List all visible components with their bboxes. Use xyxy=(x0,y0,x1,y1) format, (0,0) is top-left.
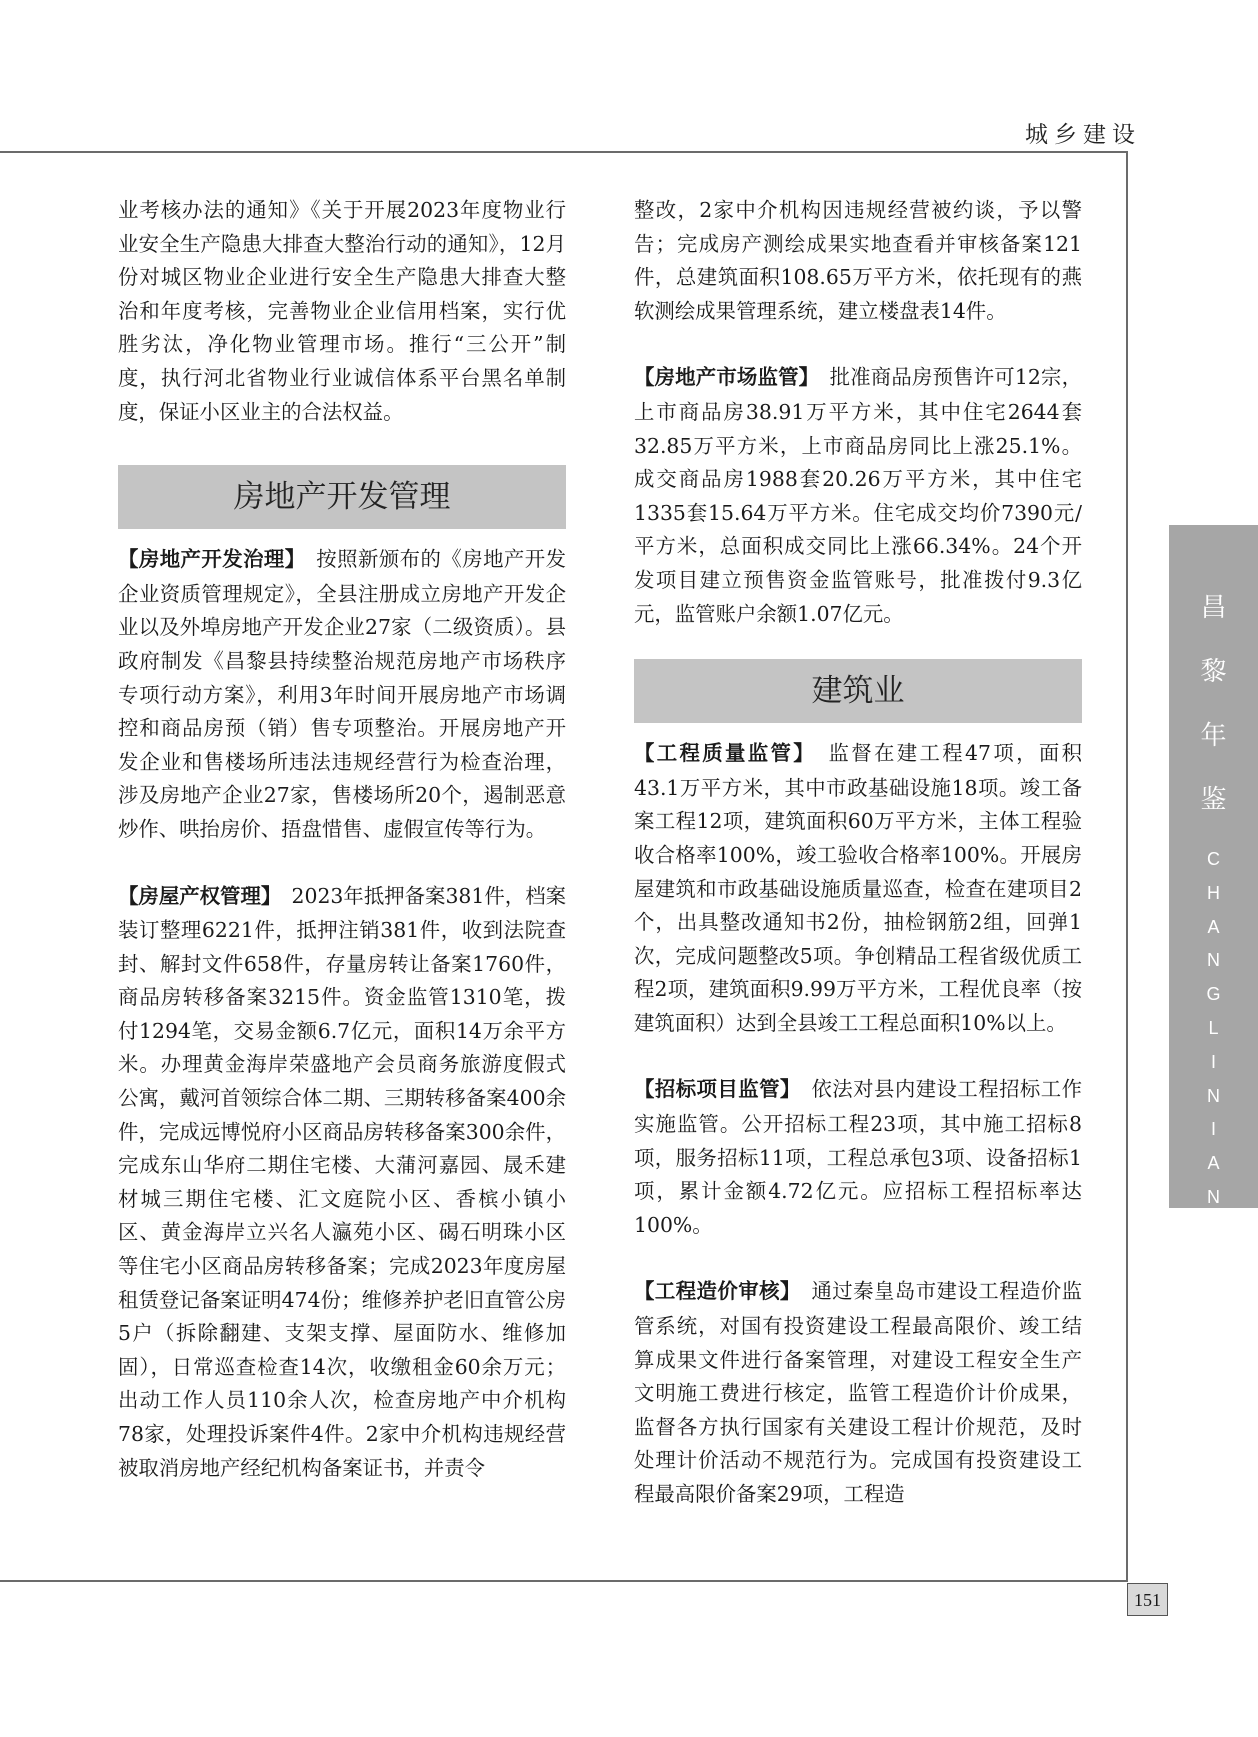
side-tab-letter: A xyxy=(1207,1288,1220,1309)
side-tab-char: 黎 xyxy=(1200,657,1227,687)
vertical-rule xyxy=(1126,151,1128,1582)
side-tab-letter: J xyxy=(1209,1220,1218,1241)
article-cost-review xyxy=(634,1275,1082,1511)
side-tab-letter: L xyxy=(1208,1017,1219,1038)
side-tab-letter: A xyxy=(1207,1153,1220,1174)
side-tab xyxy=(1169,525,1258,1343)
article-heading: 【房地产开发治理】 xyxy=(118,549,296,572)
intro-paragraph: 业考核办法的通知》《关于开展2023年度物业行业安全生产隐患大排查大整治行动的通知》，12月份对城区物业企业进行安全生产隐患大排查大整治和年度考核，完善物业企业信用档案，实行优胜劣汰，净化物业管理市场。推行“三公开”制度，执行河北省物业行业诚信体系平台黑名单制度，保证小区业主的合法权益。 xyxy=(118,198,566,424)
article-heading: 【招标项目监管】 xyxy=(634,1079,791,1102)
article-property-rights xyxy=(118,880,566,1486)
side-tab-letter: N xyxy=(1207,1085,1220,1106)
article-heading: 【房地产市场监管】 xyxy=(634,367,810,390)
article-heading: 【工程造价审核】 xyxy=(634,1281,791,1304)
side-tab-romanization xyxy=(1169,843,1258,1350)
article-body: 按照新颁布的《房地产开发企业资质管理规定》，全县注册成立房地产开发企业以及外埠房地产开发企业27家（二级资质）。县政府制发《昌黎县持续整治规范房地产市场秩序专项行动方案》，利用3年时间开展房地产市场调控和商品房预（销）售专项整治。开展房地产开发企业和售楼场所违法违规经营行为检查治理，涉及房地产企业27家，售楼场所20个，遏制恶意炒作、哄抬房价、捂盘惜售、虚假宣传等行为。 xyxy=(118,547,567,841)
side-tab-char: 昌 xyxy=(1200,593,1227,623)
side-tab-letter: A xyxy=(1207,916,1220,937)
left-column xyxy=(118,194,566,1485)
running-header-title: 城乡建设 xyxy=(1025,122,1141,148)
article-body: 依法对县内建设工程招标工作实施监管。公开招标工程23项，其中施工招标8项，服务招标11项，工程总承包3项、设备招标1项，累计金额4.72亿元。应招标工程招标率达100%。 xyxy=(634,1077,1083,1237)
side-tab-letter: I xyxy=(1210,1051,1216,1072)
article-body: 批准商品房预售许可12宗，上市商品房38.91万平方米，其中住宅2644套32.85万平方米，上市商品房同比上涨25.1%。成交商品房1988套20.26万平方米，其中住宅1335套15.64万平方米。住宅成交均价7390元/平方米，总面积成交同比上涨66.34%。24个开发项目建立预售资金监管账号，批准拨付9.3亿元，监管账户余额1.07亿元。 xyxy=(634,365,1082,626)
side-tab-char: 鉴 xyxy=(1200,785,1227,815)
side-tab-letter: N xyxy=(1207,950,1220,971)
side-tab-char: 年 xyxy=(1200,721,1227,751)
side-tab-title xyxy=(1169,587,1258,843)
article-heading: 【工程质量监管】 xyxy=(634,743,806,766)
top-rule xyxy=(0,151,1128,153)
article-body: 监督在建工程47项，面积43.1万平方米，其中市政基础设施18项。竣工备案工程12项，建筑面积60万平方米，主体工程验收合格率100%，竣工验收合格率100%。开展房屋建筑和市政基础设施质量巡查，检查在建项目2个，出具整改通知书2份，抽检钢筋2组，回弹1次，完成问题整改5项。争创精品工程省级优质工程2项，建筑面积9.99万平方米，工程优良率（按建筑面积）达到全县竣工工程总面积10%以上。 xyxy=(634,741,1082,1035)
section-heading-real-estate: 房地产开发管理 xyxy=(118,465,566,529)
page-number: 151 xyxy=(1127,1583,1168,1616)
side-tab-letter: I xyxy=(1210,1254,1216,1275)
side-tab-letter: I xyxy=(1210,1119,1216,1140)
intro-paragraph: 整改，2家中介机构因违规经营被约谈，予以警告；完成房产测绘成果实地查看并审核备案121件，总建筑面积108.65万平方米，依托现有的燕软测绘成果管理系统，建立楼盘表14件。 xyxy=(634,198,1082,323)
side-tab-letter: N xyxy=(1207,1322,1220,1343)
side-tab-letter: H xyxy=(1207,882,1220,903)
article-bidding-supervision xyxy=(634,1073,1082,1242)
article-real-estate-development xyxy=(118,543,566,846)
article-body: 通过秦皇岛市建设工程造价监管系统，对国有投资建设工程最高限价、竣工结算成果文件进行备案管理，对建设工程安全生产文明施工费进行核定，监管工程造价计价成果，监督各方执行国家有关建设工程计价规范，及时处理计价活动不规范行为。完成国有投资建设工程最高限价备案29项，工程造 xyxy=(634,1279,1083,1506)
article-market-supervision xyxy=(634,361,1082,631)
side-tab-letter: C xyxy=(1207,849,1220,869)
bottom-rule xyxy=(0,1580,1128,1582)
right-column xyxy=(634,194,1082,1512)
side-tab-letter: G xyxy=(1206,984,1221,1005)
side-tab-letter: N xyxy=(1207,1186,1220,1207)
article-heading: 【房屋产权管理】 xyxy=(118,885,272,908)
section-heading-construction: 建筑业 xyxy=(634,659,1082,723)
article-body: 2023年抵押备案381件，档案装订整理6221件，抵押注销381件，收到法院查封、解封文件658件，存量房转让备案1760件，商品房转移备案3215件。资金监管1310笔，拨付1294笔，交易金额6.7亿元，面积14万余平方米。办理黄金海岸荣盛地产会员商务旅游度假式公寓，戴河首领综合体二期、三期转移备案400余件，完成远博悦府小区商品房转移备案300余件，完成东山华府二期住宅楼、大蒲河嘉园、晟禾建材城三期住宅楼、汇文庭院小区、香槟小镇小区、黄金海岸立兴名人瀛苑小区、碣石明珠小区等住宅小区商品房转移备案；完成2023年度房屋租赁登记备案证明474份；维修养护老旧直管公房5户（拆除翻建、支架支撑、屋面防水、维修加固），日常巡查检查14次，收缴租金60余万元；出动工作人员110余人次，检查房地产中介机构78家，处理投诉案件4件。2家中介机构违规经营被取消房地产经纪机构备案证书，并责令 xyxy=(118,883,567,1480)
article-quality-supervision xyxy=(634,737,1082,1040)
